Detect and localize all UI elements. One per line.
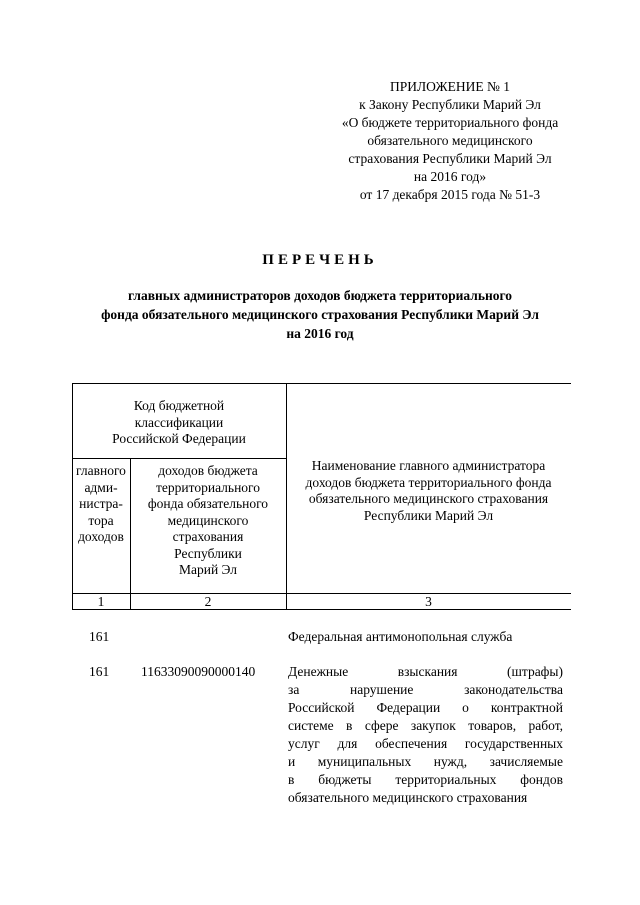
table-header xyxy=(72,383,571,610)
annex-block xyxy=(300,78,600,204)
row-admin-name: Денежные взыскания (штрафы) за нарушение законодательства Российской Федерации о контрактной системе в сфере закупок товаров, работ, услуг для обеспечения государственных и муниципальных нужд, зачисляемые в бюджеты территориальных фондов обязательного медицинского страхования xyxy=(288,664,563,805)
subtitle-line: фонда обязательного медицинского страхования Республики Марий Эл xyxy=(101,307,539,322)
annex-line: от 17 декабря 2015 года № 51-3 xyxy=(359,187,541,202)
column-number-3: 3 xyxy=(425,594,432,609)
header-admin-name: Наименование главного администратора доходов бюджета территориального фонда обязательного медицинского страхования Республики Марий Эл xyxy=(305,458,552,523)
table-group-divider xyxy=(72,458,286,459)
document-title: ПЕРЕЧЕНЬ xyxy=(262,252,378,268)
group-header-code: Код бюджетной классификации Российской Федерации xyxy=(112,398,246,446)
row-admin-code: 161 xyxy=(89,629,110,644)
column-number-1: 1 xyxy=(97,594,105,609)
subtitle-line: главных администраторов доходов бюджета территориального xyxy=(127,288,513,303)
annex-line: «О бюджете территориального фонда xyxy=(341,115,559,130)
subtitle-line: на 2016 год xyxy=(286,326,354,341)
row-admin-name: Федеральная антимонопольная служба xyxy=(288,629,513,644)
annex-line: ПРИЛОЖЕНИЕ № 1 xyxy=(389,79,511,94)
table-top-border xyxy=(72,383,571,384)
annex-line: на 2016 год» xyxy=(413,169,487,184)
column-number-2: 2 xyxy=(204,594,212,609)
header-income-code: доходов бюджета территориального фонда обязательного медицинского страхования Республики Марий Эл xyxy=(147,463,269,577)
row-income-code: 11633090090000140 xyxy=(141,664,256,679)
annex-line: к Закону Республики Марий Эл xyxy=(359,97,541,112)
row-admin-code: 161 xyxy=(89,664,110,679)
document-subtitle xyxy=(60,286,580,343)
annex-line: страхования Республики Марий Эл xyxy=(348,151,552,166)
header-admin-code: главного адми- нистра- тора доходов xyxy=(76,463,126,544)
annex-line: обязательного медицинского xyxy=(367,133,533,148)
